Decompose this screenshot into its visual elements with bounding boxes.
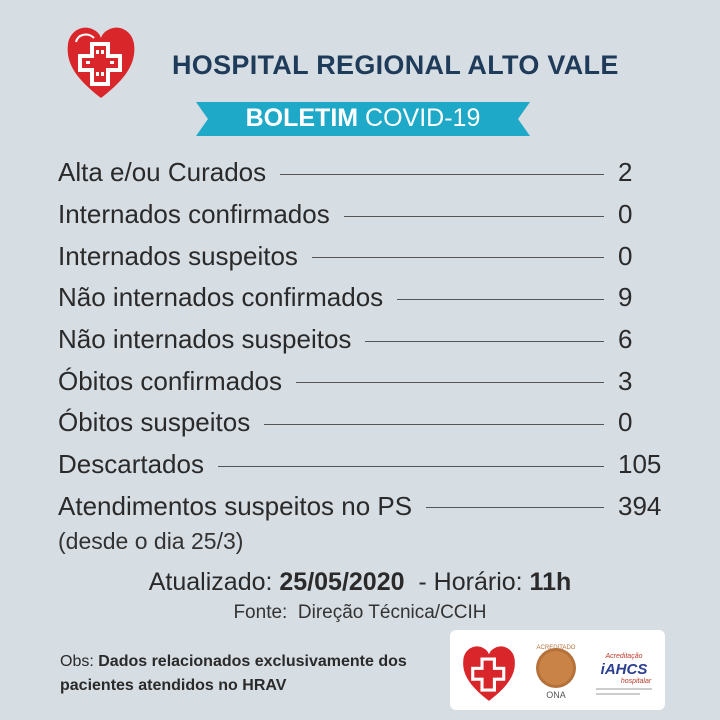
leader-line (296, 382, 604, 383)
updated-line (0, 568, 720, 597)
hospital-logo-icon (64, 22, 138, 102)
since-note: (desde o dia 25/3) (58, 528, 244, 554)
stat-row (58, 360, 668, 402)
hospital-logo-small-icon (460, 642, 518, 704)
iahcs-top-text: Acreditação (605, 653, 643, 660)
stat-value: 9 (618, 282, 633, 313)
leader-line (365, 341, 604, 342)
leader-line (397, 299, 604, 300)
updated-date: 25/05/2020 (279, 568, 405, 596)
stat-value: 0 (618, 199, 633, 230)
leader-line (218, 466, 604, 467)
iahcs-sub-text: hospitalar (620, 678, 652, 685)
stat-label: Internados suspeitos (58, 240, 298, 271)
obs-prefix: Obs: (60, 653, 99, 670)
banner-text (196, 104, 530, 133)
leader-line (280, 174, 604, 175)
stats-list (58, 152, 668, 527)
stat-label: Descartados (58, 449, 204, 480)
banner-rest: COVID-19 (358, 104, 481, 132)
updated-prefix: Atualizado: (148, 568, 280, 596)
stat-label: Atendimentos suspeitos no PS (58, 490, 413, 521)
ona-top-text: ACREDITADO (536, 645, 576, 651)
leader-line (344, 216, 604, 217)
stat-row (58, 235, 668, 277)
ona-name-text: ONA (546, 690, 566, 700)
fine-print-line (596, 688, 652, 690)
stat-label: Óbitos confirmados (58, 365, 282, 396)
stat-label: Internados confirmados (58, 199, 330, 230)
stat-label: Alta e/ou Curados (58, 157, 267, 188)
stat-row (58, 444, 668, 486)
stat-value: 6 (618, 324, 633, 355)
stat-value: 0 (618, 407, 633, 438)
ona-seal-icon (530, 640, 582, 702)
stat-label: Não internados confirmados (58, 282, 384, 313)
stat-row (58, 486, 668, 528)
updated-time-prefix: - Horário: (404, 568, 530, 596)
stat-row (58, 277, 668, 319)
stat-row (58, 402, 668, 444)
fine-print-line (596, 693, 640, 695)
stat-value: 105 (618, 449, 662, 480)
iahcs-name-text: iAHCS (600, 661, 648, 678)
stat-value: 0 (618, 240, 633, 271)
updated-time: 11h (529, 568, 572, 596)
stat-value: 394 (618, 490, 662, 521)
certifications-box (450, 630, 665, 710)
header (0, 0, 720, 100)
source-line: Fonte: Direção Técnica/CCIH (233, 602, 487, 623)
stat-label: Não internados suspeitos (58, 324, 352, 355)
banner-bold: BOLETIM (245, 104, 359, 132)
hospital-title: HOSPITAL REGIONAL ALTO VALE (172, 50, 619, 80)
stat-label: Óbitos suspeitos (58, 407, 251, 438)
obs-note (60, 650, 450, 698)
leader-line (312, 257, 604, 258)
stat-row (58, 194, 668, 236)
bulletin-banner (196, 98, 530, 140)
leader-line (426, 507, 604, 508)
stat-row (58, 152, 668, 194)
leader-line (264, 424, 604, 425)
stat-value: 2 (618, 157, 633, 188)
iahcs-seal-icon (588, 644, 660, 702)
stat-row (58, 319, 668, 361)
stat-value: 3 (618, 365, 633, 396)
obs-text: Dados relacionados exclusivamente dos pacientes atendidos no HRAV (60, 653, 407, 694)
